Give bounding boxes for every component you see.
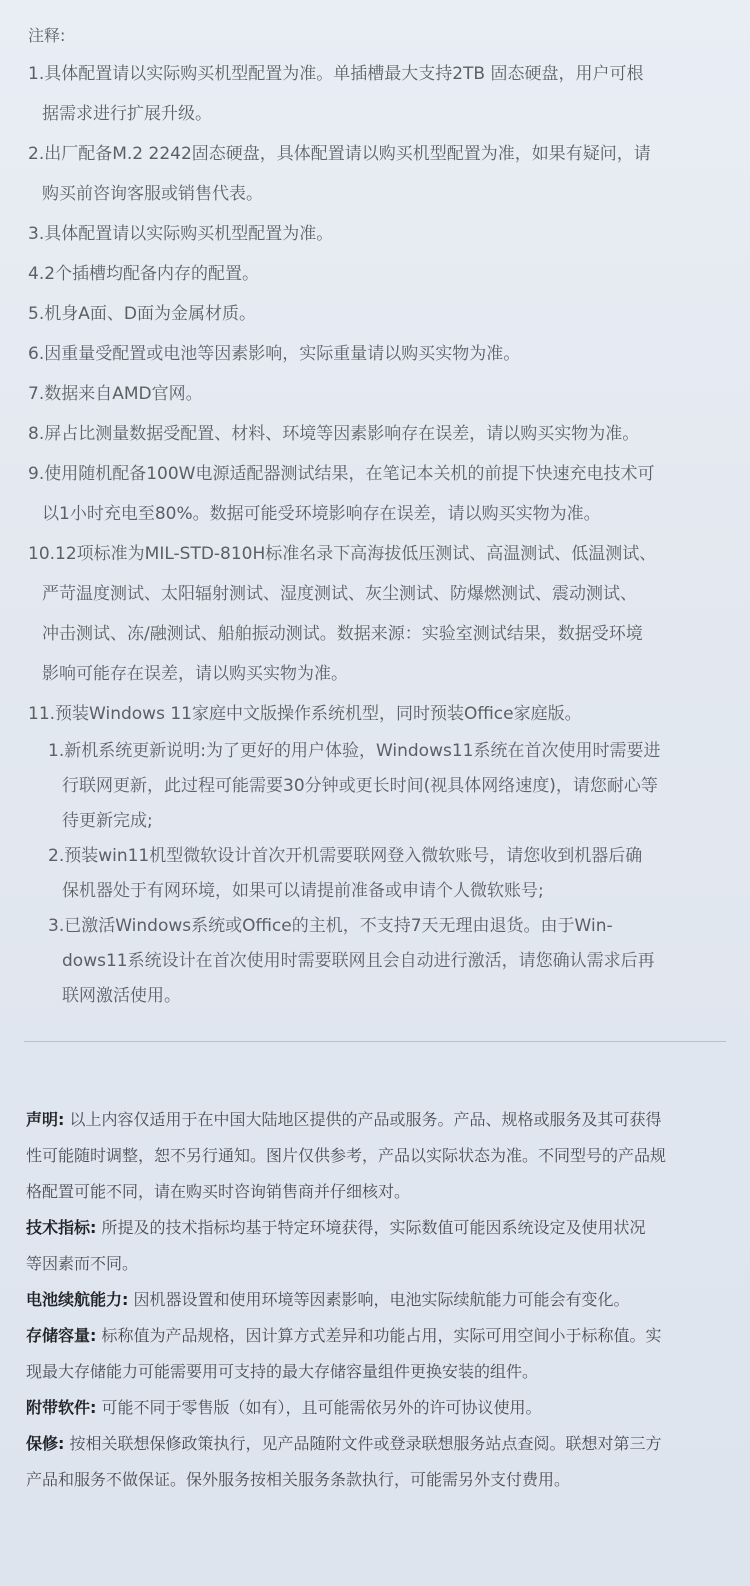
- disclaimer-heading: 存储容量:: [26, 1326, 97, 1345]
- disclaimers-section: [26, 1102, 726, 1498]
- subitem-line: 保机器处于有网环境，如果可以请提前准备或申请个人微软账号;: [62, 881, 544, 901]
- disclaimer-text: 标称值为产品规格，因计算方式差异和功能占用，实际可用空间小于标称值。实: [96, 1326, 662, 1345]
- note-line: 8.屏占比测量数据受配置、材料、环境等因素影响存在误差，请以购买实物为准。: [28, 424, 640, 444]
- disclaimer-heading: 声明:: [26, 1110, 65, 1129]
- disclaimer-heading: 技术指标:: [26, 1218, 97, 1237]
- note-item-10: [28, 534, 728, 694]
- disclaimer-tech-specs: [26, 1210, 726, 1282]
- subitem-line: dows11系统设计在首次使用时需要联网且会自动进行激活，请您确认需求后再: [62, 951, 655, 971]
- note-item-9: [28, 454, 728, 534]
- subitem-line: 行联网更新，此过程可能需要30分钟或更长时间(视具体网络速度)，请您耐心等: [62, 776, 658, 796]
- note-item-5: [28, 294, 728, 334]
- note-line: 6.因重量受配置或电池等因素影响，实际重量请以购买实物为准。: [28, 344, 521, 364]
- disclaimer-heading: 电池续航能力:: [26, 1290, 129, 1309]
- note-item-7: [28, 374, 728, 414]
- disclaimer-battery: [26, 1282, 726, 1318]
- note-line: 5.机身A面、D面为金属材质。: [28, 304, 256, 324]
- note-subitem-2: [28, 839, 728, 909]
- disclaimer-text: 格配置可能不同，请在购买时咨询销售商并仔细核对。: [26, 1182, 411, 1201]
- disclaimer-text: 等因素而不同。: [26, 1254, 139, 1273]
- note-subitem-3: [28, 909, 728, 1014]
- note-line: 2.出厂配备M.2 2242固态硬盘，具体配置请以购买机型配置为准，如果有疑问，请: [28, 144, 651, 164]
- note-line: 4.2个插槽均配备内存的配置。: [28, 264, 260, 284]
- note-item-8: [28, 414, 728, 454]
- disclaimer-text: 所提及的技术指标均基于特定环境获得，实际数值可能因系统设定及使用状况: [96, 1218, 646, 1237]
- disclaimer-text: 产品和服务不做保证。保外服务按相关服务条款执行，可能需另外支付费用。: [26, 1470, 571, 1489]
- notes-title: 注释:: [28, 26, 66, 45]
- note-item-6: [28, 334, 728, 374]
- disclaimer-storage: [26, 1318, 726, 1390]
- note-item-11: [28, 694, 728, 734]
- note-line: 购买前咨询客服或销售代表。: [42, 184, 263, 204]
- subitem-line: 联网激活使用。: [62, 986, 181, 1006]
- subitem-line: 1.新机系统更新说明:为了更好的用户体验，Windows11系统在首次使用时需要进: [48, 741, 661, 761]
- note-line: 7.数据来自AMD官网。: [28, 384, 203, 404]
- note-line: 11.预装Windows 11家庭中文版操作系统机型，同时预装Office家庭版。: [28, 704, 582, 724]
- disclaimer-text: 性可能随时调整，恕不另行通知。图片仅供参考，产品以实际状态为准。不同型号的产品规: [26, 1146, 667, 1165]
- note-item-3: [28, 214, 728, 254]
- note-line: 影响可能存在误差，请以购买实物为准。: [42, 664, 348, 684]
- note-subitem-1: [28, 734, 728, 839]
- note-item-2: [28, 134, 728, 214]
- notes-section: [28, 18, 728, 1014]
- disclaimer-statement: [26, 1102, 726, 1210]
- note-line: 9.使用随机配备100W电源适配器测试结果，在笔记本关机的前提下快速充电技术可: [28, 464, 655, 484]
- note-item-4: [28, 254, 728, 294]
- note-line: 1.具体配置请以实际购买机型配置为准。单插槽最大支持2TB 固态硬盘，用户可根: [28, 64, 644, 84]
- subitem-line: 2.预装win11机型微软设计首次开机需要联网登入微软账号，请您收到机器后确: [48, 846, 643, 866]
- note-line: 严苛温度测试、太阳辐射测试、湿度测试、灰尘测试、防爆燃测试、震动测试、: [42, 584, 637, 604]
- disclaimer-text: 可能不同于零售版（如有），且可能需依另外的许可协议使用。: [96, 1398, 542, 1417]
- disclaimer-text: 以上内容仅适用于在中国大陆地区提供的产品或服务。产品、规格或服务及其可获得: [64, 1110, 662, 1129]
- disclaimer-text: 现最大存储能力可能需要用可支持的最大存储容量组件更换安装的组件。: [26, 1362, 539, 1381]
- disclaimer-text: 按相关联想保修政策执行，见产品随附文件或登录联想服务站点查阅。联想对第三方: [64, 1434, 662, 1453]
- disclaimer-text: 因机器设置和使用环境等因素影响，电池实际续航能力可能会有变化。: [128, 1290, 630, 1309]
- subitem-line: 3.已激活Windows系统或Office的主机，不支持7天无理由退货。由于Win-: [48, 916, 613, 936]
- note-line: 冲击测试、冻/融测试、船舶振动测试。数据来源：实验室测试结果，数据受环境: [42, 624, 643, 644]
- disclaimer-warranty: [26, 1426, 726, 1498]
- note-item-1: [28, 54, 728, 134]
- section-divider: [24, 1041, 726, 1042]
- note-line: 以1小时充电至80%。数据可能受环境影响存在误差，请以购买实物为准。: [42, 504, 601, 524]
- note-line: 10.12项标准为MIL-STD-810H标准名录下高海拔低压测试、高温测试、低温测试、: [28, 544, 657, 564]
- note-line: 据需求进行扩展升级。: [42, 104, 212, 124]
- disclaimer-software: [26, 1390, 726, 1426]
- note-line: 3.具体配置请以实际购买机型配置为准。: [28, 224, 334, 244]
- disclaimer-heading: 附带软件:: [26, 1398, 97, 1417]
- subitem-line: 待更新完成;: [62, 811, 153, 831]
- disclaimer-heading: 保修:: [26, 1434, 65, 1453]
